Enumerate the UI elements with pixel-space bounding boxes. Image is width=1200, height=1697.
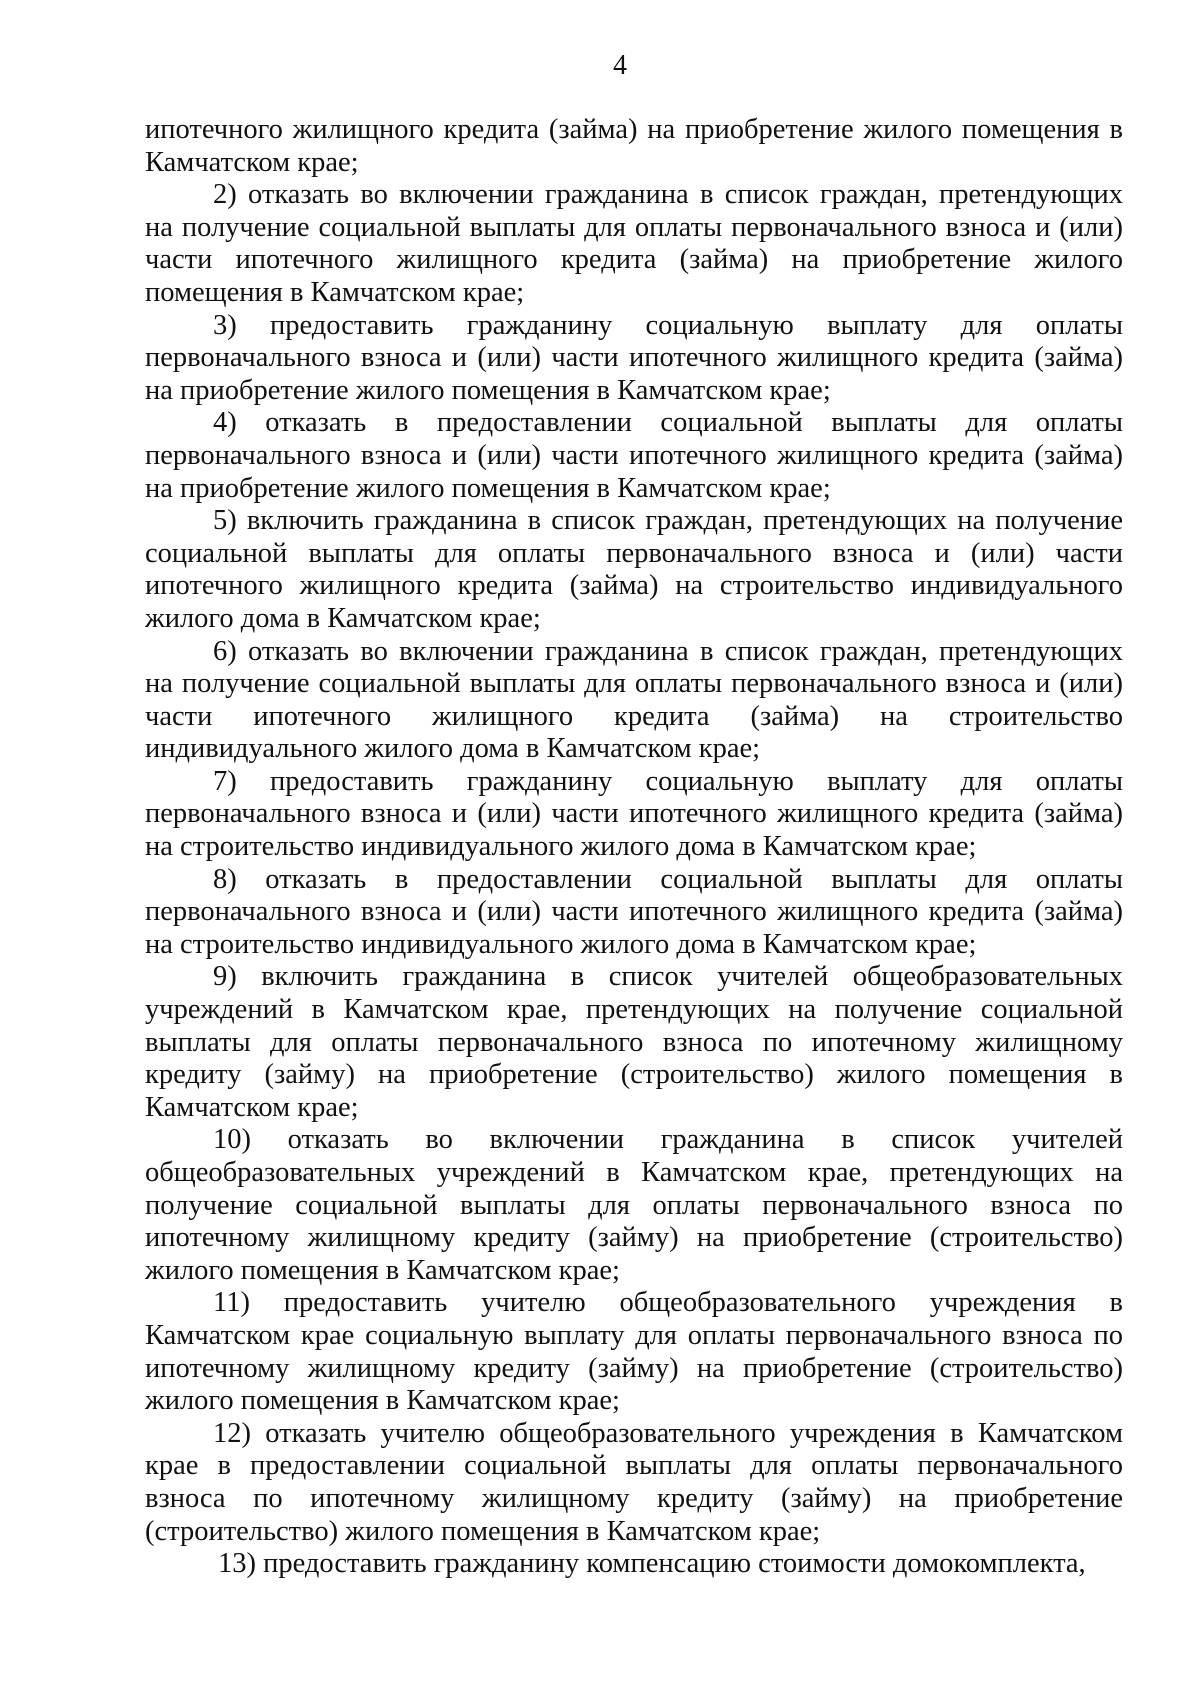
document-body [145, 114, 1123, 1581]
list-item-5: 5) включить гражданина в список граждан, претендующих на получение социальной выплаты для оплаты первоначального взноса и (или) части ипотечного жилищного кредита (займа) на строительство индивидуального жилого дома в Камчатском крае; [145, 505, 1123, 634]
list-item-9: 9) включить гражданина в список учителей общеобразовательных учреждений в Камчатском крае, претендующих на получение социальной выплаты для оплаты первоначального взноса по ипотечному жилищному кредиту (займу) на приобретение (строительство) жилого помещения в Камчатском крае; [145, 961, 1123, 1123]
list-item-13: 13) предоставить гражданину компенсацию стоимости домокомплекта, [218, 1548, 1086, 1580]
list-item-6: 6) отказать во включении гражданина в список граждан, претендующих на получение социальной выплаты для оплаты первоначального взноса и (или) части ипотечного жилищного кредита (займа) на строительство индивидуального жилого дома в Камчатском крае; [145, 635, 1123, 765]
list-item-11: 11) предоставить учителю общеобразовательного учреждения в Камчатском крае социальную выплату для оплаты первоначального взноса по ипотечному жилищному кредиту (займу) на приобретение (строительство) жилого помещения в Камчатском крае; [145, 1287, 1123, 1417]
list-item-7: 7) предоставить гражданину социальную выплату для оплаты первоначального взноса и (или) части ипотечного жилищного кредита (займа) на строительство индивидуального жилого дома в Камчатском крае; [145, 765, 1123, 863]
list-item-4: 4) отказать в предоставлении социальной выплаты для оплаты первоначального взноса и (или) части ипотечного жилищного кредита (займа) на приобретение жилого помещения в Камчатском крае; [145, 407, 1123, 504]
list-item-12: 12) отказать учителю общеобразовательного учреждения в Камчатском крае в предоставлении социальной выплаты для оплаты первоначального взноса по ипотечному жилищному кредиту (займу) на приобретение (строительство) жилого помещения в Камчатском крае; [145, 1417, 1123, 1547]
list-item-2: 2) отказать во включении гражданина в список граждан, претендующих на получение социальной выплаты для оплаты первоначального взноса и (или) части ипотечного жилищного кредита (займа) на приобретение жилого помещения в Камчатском крае; [145, 179, 1123, 308]
list-item-8: 8) отказать в предоставлении социальной выплаты для оплаты первоначального взноса и (или) части ипотечного жилищного кредита (займа) на строительство индивидуального жилого дома в Камчатском крае; [145, 863, 1123, 960]
list-item-3: 3) предоставить гражданину социальную выплату для оплаты первоначального взноса и (или) части ипотечного жилищного кредита (займа) на приобретение жилого помещения в Камчатском крае; [145, 309, 1123, 406]
page-number: 4 [613, 50, 627, 81]
paragraph-continuation: ипотечного жилищного кредита (займа) на приобретение жилого помещения в Камчатском крае; [145, 114, 1123, 178]
list-item-10: 10) отказать во включении гражданина в список учителей общеобразовательных учреждений в Камчатском крае, претендующих на получение социальной выплаты для оплаты первоначального взноса по ипотечному жилищному кредиту (займу) на приобретение (строительство) жилого помещения в Камчатском крае; [145, 1124, 1123, 1286]
